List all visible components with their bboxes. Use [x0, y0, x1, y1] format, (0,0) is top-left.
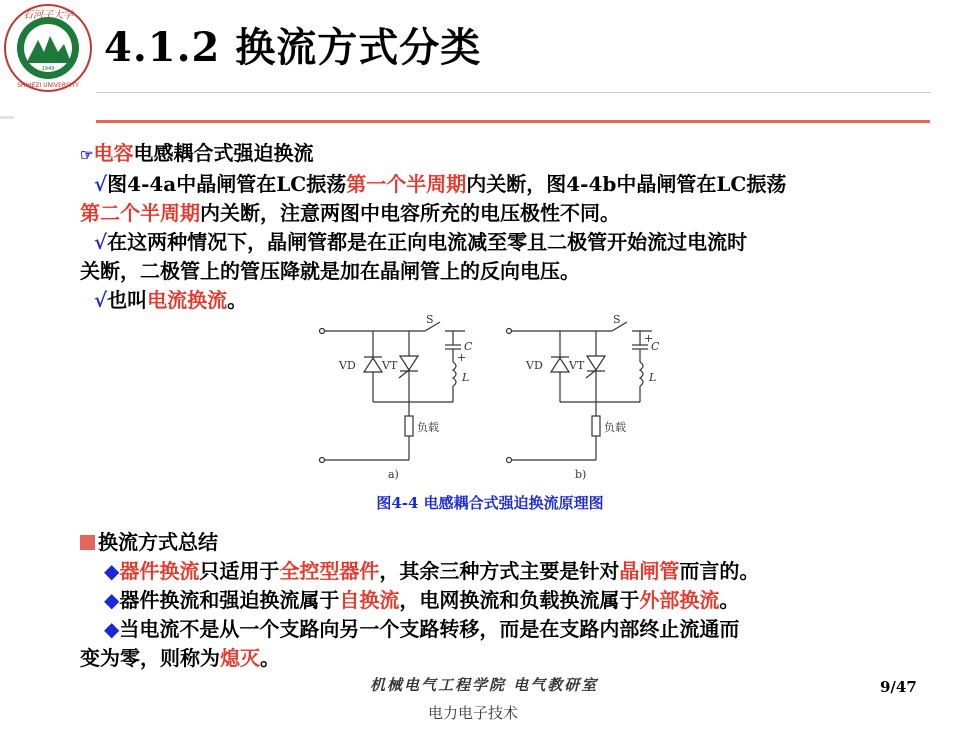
circuit-diagram — [305, 312, 705, 488]
label-plus-b: + — [644, 332, 654, 345]
paragraph-2-line-1: √在这两种情况下，晶闸管都是在正向电流减至零且二极管开始流过电流时 — [94, 230, 748, 254]
slide-title: 4.1.2 换流方式分类 — [104, 24, 482, 71]
summary-heading: 换流方式总结 — [80, 528, 930, 557]
label-s-b: S — [613, 313, 621, 326]
footer-course: 电力电子技术 — [428, 704, 519, 722]
paragraph-2-line-2: 关断，二极管上的管压降就是加在晶闸管上的反向电压。 — [80, 259, 580, 283]
diamond-bullet-icon: ◆ — [104, 559, 120, 583]
square-bullet-icon — [80, 535, 95, 550]
title-divider — [96, 92, 930, 93]
diamond-bullet-icon: ◆ — [104, 617, 120, 641]
label-vd-b: VD — [526, 359, 543, 372]
check-mark: √ — [94, 230, 108, 254]
label-vd-a: VD — [339, 359, 356, 372]
label-load-b: 负载 — [604, 421, 626, 434]
check-mark: √ — [94, 172, 108, 196]
figure-caption: 图4-4 电感耦合式强迫换流原理图 — [376, 494, 604, 512]
svg-text:石河子大学: 石河子大学 — [23, 10, 73, 21]
label-plus-a: + — [457, 351, 467, 364]
label-c-b: C — [651, 340, 660, 353]
label-vt-b: VT — [569, 359, 585, 372]
university-logo — [2, 2, 94, 94]
pointing-hand-icon: ☞ — [80, 146, 94, 164]
summary-item-2: ◆器件换流和强迫换流属于自换流，电网换流和负载换流属于外部换流。 — [104, 588, 740, 612]
summary-item-1: ◆器件换流只适用于全控型器件，其余三种方式主要是针对晶闸管而言的。 — [104, 559, 760, 583]
page-number: 9/47 — [880, 678, 917, 696]
section-capacitor-inductor — [80, 139, 930, 315]
label-load-a: 负载 — [417, 421, 439, 434]
paragraph-1-line-2: 第二个半周期内关断，注意两图中电容所充的电压极性不同。 — [80, 201, 620, 225]
label-l-a: L — [462, 371, 470, 384]
section-summary — [80, 528, 930, 673]
summary-item-3: ◆当电流不是从一个支路向另一个支路转移，而是在支路内部终止流通而 — [104, 617, 740, 641]
paragraph-3: √也叫电流换流。 — [94, 288, 248, 312]
svg-text:SHIHEZI UNIVERSITY: SHIHEZI UNIVERSITY — [17, 82, 79, 89]
paragraph-1-line-1: √图4-4a中晶闸管在LC振荡第一个半周期内关断，图4-4b中晶闸管在LC振荡 — [94, 172, 787, 196]
label-l-b: L — [649, 371, 657, 384]
circuit-a — [320, 322, 466, 463]
check-mark: √ — [94, 288, 108, 312]
label-c-a: C — [464, 340, 473, 353]
label-b: b) — [575, 468, 587, 481]
summary-item-3-cont: 变为零，则称为熄灭。 — [80, 646, 280, 670]
edge-mark — [0, 116, 14, 119]
label-vt-a: VT — [382, 359, 398, 372]
footer-department: 机械电气工程学院 电气教研室 — [370, 676, 599, 694]
label-a: a) — [388, 468, 399, 481]
circuit-b — [507, 322, 653, 463]
diamond-bullet-icon: ◆ — [104, 588, 120, 612]
svg-text:1949: 1949 — [41, 66, 55, 72]
accent-divider — [96, 120, 930, 123]
label-s-a: S — [426, 313, 434, 326]
section-heading: ☞电容电感耦合式强迫换流 — [80, 141, 314, 165]
